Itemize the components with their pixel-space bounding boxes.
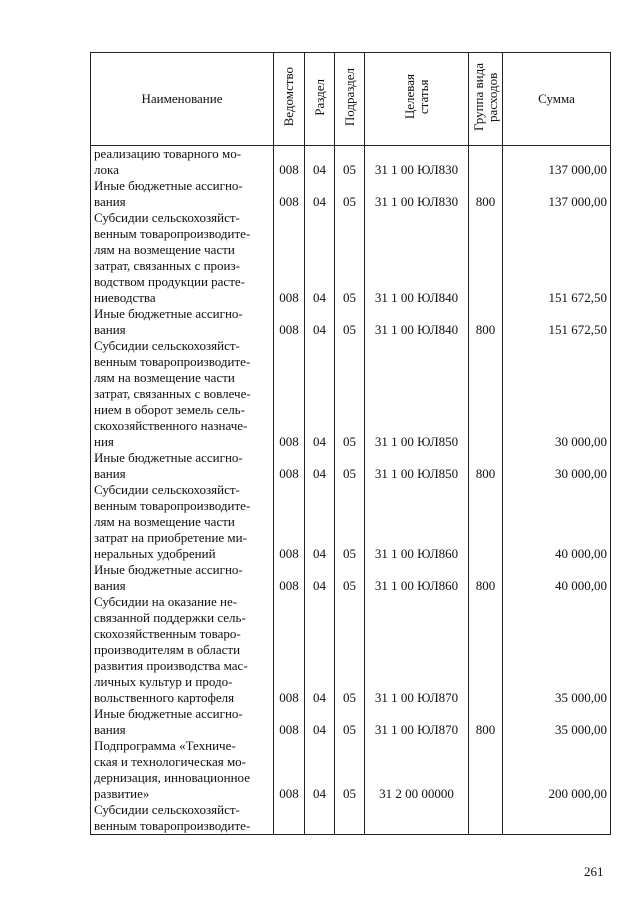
cell-department: 008 bbox=[274, 562, 305, 594]
cell-group bbox=[469, 338, 503, 450]
cell-group bbox=[469, 482, 503, 562]
cell-name-line: Иные бюджетные ассигно- bbox=[94, 450, 243, 465]
cell-target: 31 1 00 ЮЛ860 bbox=[365, 562, 469, 594]
cell-sum: 35 000,00 bbox=[503, 594, 611, 706]
cell-target: 31 1 00 ЮЛ870 bbox=[365, 706, 469, 738]
column-header-sum: Сумма bbox=[503, 53, 611, 146]
cell-subsection: 05 bbox=[335, 562, 365, 594]
table-row bbox=[91, 802, 611, 835]
cell-department: 008 bbox=[274, 706, 305, 738]
column-header-name: Наименование bbox=[91, 53, 274, 146]
table-row bbox=[91, 146, 611, 179]
cell-name-line: ниеводства bbox=[94, 290, 156, 305]
cell-subsection: 05 bbox=[335, 706, 365, 738]
cell-section: 04 bbox=[305, 306, 335, 338]
cell-name-line: производителям в области bbox=[94, 642, 241, 657]
cell-name bbox=[91, 738, 274, 802]
cell-subsection: 05 bbox=[335, 178, 365, 210]
cell-name-line: лям на возмещение части bbox=[94, 370, 235, 385]
cell-subsection: 05 bbox=[335, 146, 365, 179]
cell-name-line: развитие» bbox=[94, 786, 150, 801]
cell-name-line: ская и технологическая мо- bbox=[94, 754, 247, 769]
cell-section: 04 bbox=[305, 146, 335, 179]
cell-subsection: 05 bbox=[335, 306, 365, 338]
cell-department bbox=[274, 802, 305, 835]
table-body bbox=[91, 146, 611, 835]
cell-name-line: Субсидии сельскохозяйст- bbox=[94, 210, 240, 225]
cell-sum: 151 672,50 bbox=[503, 306, 611, 338]
cell-name-line: вания bbox=[94, 466, 126, 481]
cell-target: 31 2 00 00000 bbox=[365, 738, 469, 802]
cell-name-line: Иные бюджетные ассигно- bbox=[94, 562, 243, 577]
cell-sum: 137 000,00 bbox=[503, 178, 611, 210]
cell-name-line: скохозяйственным товаро- bbox=[94, 626, 241, 641]
cell-group: 800 bbox=[469, 306, 503, 338]
cell-section: 04 bbox=[305, 594, 335, 706]
cell-sum: 151 672,50 bbox=[503, 210, 611, 306]
cell-group: 800 bbox=[469, 706, 503, 738]
cell-name-line: венным товаропроизводите- bbox=[94, 818, 251, 833]
cell-target bbox=[365, 802, 469, 835]
cell-sum: 30 000,00 bbox=[503, 338, 611, 450]
cell-group bbox=[469, 738, 503, 802]
cell-name-line: нием в оборот земель сель- bbox=[94, 402, 245, 417]
cell-name bbox=[91, 210, 274, 306]
cell-group bbox=[469, 146, 503, 179]
cell-subsection: 05 bbox=[335, 738, 365, 802]
table-row bbox=[91, 338, 611, 450]
cell-name-line: скохозяйственного назначе- bbox=[94, 418, 248, 433]
cell-name-line: вания bbox=[94, 194, 126, 209]
cell-name-line: затрат, связанных с вовлече- bbox=[94, 386, 251, 401]
cell-department: 008 bbox=[274, 146, 305, 179]
cell-section: 04 bbox=[305, 706, 335, 738]
cell-section: 04 bbox=[305, 482, 335, 562]
cell-group: 800 bbox=[469, 178, 503, 210]
cell-target: 31 1 00 ЮЛ860 bbox=[365, 482, 469, 562]
cell-target: 31 1 00 ЮЛ830 bbox=[365, 178, 469, 210]
cell-department: 008 bbox=[274, 210, 305, 306]
cell-name bbox=[91, 146, 274, 179]
cell-department: 008 bbox=[274, 338, 305, 450]
cell-name-line: лям на возмещение части bbox=[94, 242, 235, 257]
cell-section: 04 bbox=[305, 450, 335, 482]
cell-name-line: Иные бюджетные ассигно- bbox=[94, 306, 243, 321]
cell-name-line: Подпрограмма «Техниче- bbox=[94, 738, 236, 753]
cell-target: 31 1 00 ЮЛ830 bbox=[365, 146, 469, 179]
cell-name-line: вания bbox=[94, 722, 126, 737]
cell-name-line: затрат, связанных с произ- bbox=[94, 258, 240, 273]
cell-name bbox=[91, 706, 274, 738]
cell-name-line: дернизация, инновационное bbox=[94, 770, 250, 785]
cell-name-line: вания bbox=[94, 322, 126, 337]
cell-name-line: ния bbox=[94, 434, 114, 449]
cell-name-line: реализацию товарного мо- bbox=[94, 146, 242, 161]
table-header bbox=[91, 53, 611, 146]
table-row bbox=[91, 482, 611, 562]
cell-target: 31 1 00 ЮЛ840 bbox=[365, 306, 469, 338]
cell-section: 04 bbox=[305, 338, 335, 450]
cell-name bbox=[91, 178, 274, 210]
cell-group: 800 bbox=[469, 562, 503, 594]
cell-department: 008 bbox=[274, 594, 305, 706]
column-header-subsection: Подраздел bbox=[335, 53, 365, 146]
cell-name-line: венным товаропроизводите- bbox=[94, 226, 251, 241]
cell-target: 31 1 00 ЮЛ870 bbox=[365, 594, 469, 706]
cell-target: 31 1 00 ЮЛ850 bbox=[365, 450, 469, 482]
cell-name-line: водством продукции расте- bbox=[94, 274, 245, 289]
cell-name-line: вольственного картофеля bbox=[94, 690, 235, 705]
cell-name-line: вания bbox=[94, 578, 126, 593]
cell-sum: 35 000,00 bbox=[503, 706, 611, 738]
table-row bbox=[91, 178, 611, 210]
cell-name bbox=[91, 338, 274, 450]
cell-group bbox=[469, 594, 503, 706]
table-row bbox=[91, 210, 611, 306]
cell-name bbox=[91, 562, 274, 594]
cell-name-line: Иные бюджетные ассигно- bbox=[94, 706, 243, 721]
cell-sum: 137 000,00 bbox=[503, 146, 611, 179]
cell-sum: 30 000,00 bbox=[503, 450, 611, 482]
cell-department: 008 bbox=[274, 178, 305, 210]
column-header-department: Ведомство bbox=[274, 53, 305, 146]
budget-table bbox=[90, 52, 611, 835]
cell-section: 04 bbox=[305, 562, 335, 594]
table-row bbox=[91, 562, 611, 594]
cell-subsection: 05 bbox=[335, 210, 365, 306]
column-header-group: Группа вида расходов bbox=[469, 53, 503, 146]
cell-name-line: личных культур и продо- bbox=[94, 674, 233, 689]
cell-group: 800 bbox=[469, 450, 503, 482]
cell-sum bbox=[503, 802, 611, 835]
cell-name-line: венным товаропроизводите- bbox=[94, 498, 251, 513]
cell-sum: 40 000,00 bbox=[503, 482, 611, 562]
table-row bbox=[91, 738, 611, 802]
cell-target: 31 1 00 ЮЛ840 bbox=[365, 210, 469, 306]
table-row bbox=[91, 594, 611, 706]
cell-name-line: затрат на приобретение ми- bbox=[94, 530, 247, 545]
cell-subsection: 05 bbox=[335, 482, 365, 562]
cell-name-line: Субсидии на оказание не- bbox=[94, 594, 238, 609]
cell-subsection: 05 bbox=[335, 450, 365, 482]
cell-name-line: лям на возмещение части bbox=[94, 514, 235, 529]
cell-section: 04 bbox=[305, 738, 335, 802]
cell-name bbox=[91, 594, 274, 706]
cell-subsection bbox=[335, 802, 365, 835]
cell-department: 008 bbox=[274, 450, 305, 482]
cell-group bbox=[469, 210, 503, 306]
page-number: 261 bbox=[584, 864, 604, 879]
cell-name-line: Иные бюджетные ассигно- bbox=[94, 178, 243, 193]
cell-name bbox=[91, 306, 274, 338]
cell-name-line: неральных удобрений bbox=[94, 546, 216, 561]
table-row bbox=[91, 306, 611, 338]
column-header-section: Раздел bbox=[305, 53, 335, 146]
cell-department: 008 bbox=[274, 306, 305, 338]
table-row bbox=[91, 450, 611, 482]
cell-section bbox=[305, 802, 335, 835]
cell-name-line: лока bbox=[94, 162, 119, 177]
cell-department: 008 bbox=[274, 738, 305, 802]
cell-name-line: венным товаропроизводите- bbox=[94, 354, 251, 369]
cell-name-line: развития производства мас- bbox=[94, 658, 248, 673]
cell-name bbox=[91, 802, 274, 835]
cell-target: 31 1 00 ЮЛ850 bbox=[365, 338, 469, 450]
cell-group bbox=[469, 802, 503, 835]
cell-name-line: Субсидии сельскохозяйст- bbox=[94, 802, 240, 817]
cell-name bbox=[91, 482, 274, 562]
cell-section: 04 bbox=[305, 210, 335, 306]
table-row bbox=[91, 706, 611, 738]
cell-name-line: Субсидии сельскохозяйст- bbox=[94, 482, 240, 497]
cell-department: 008 bbox=[274, 482, 305, 562]
cell-name-line: Субсидии сельскохозяйст- bbox=[94, 338, 240, 353]
cell-subsection: 05 bbox=[335, 338, 365, 450]
cell-name-line: связанной поддержки сель- bbox=[94, 610, 246, 625]
column-header-target: Целевая статья bbox=[365, 53, 469, 146]
cell-sum: 40 000,00 bbox=[503, 562, 611, 594]
cell-section: 04 bbox=[305, 178, 335, 210]
cell-name bbox=[91, 450, 274, 482]
cell-subsection: 05 bbox=[335, 594, 365, 706]
cell-sum: 200 000,00 bbox=[503, 738, 611, 802]
